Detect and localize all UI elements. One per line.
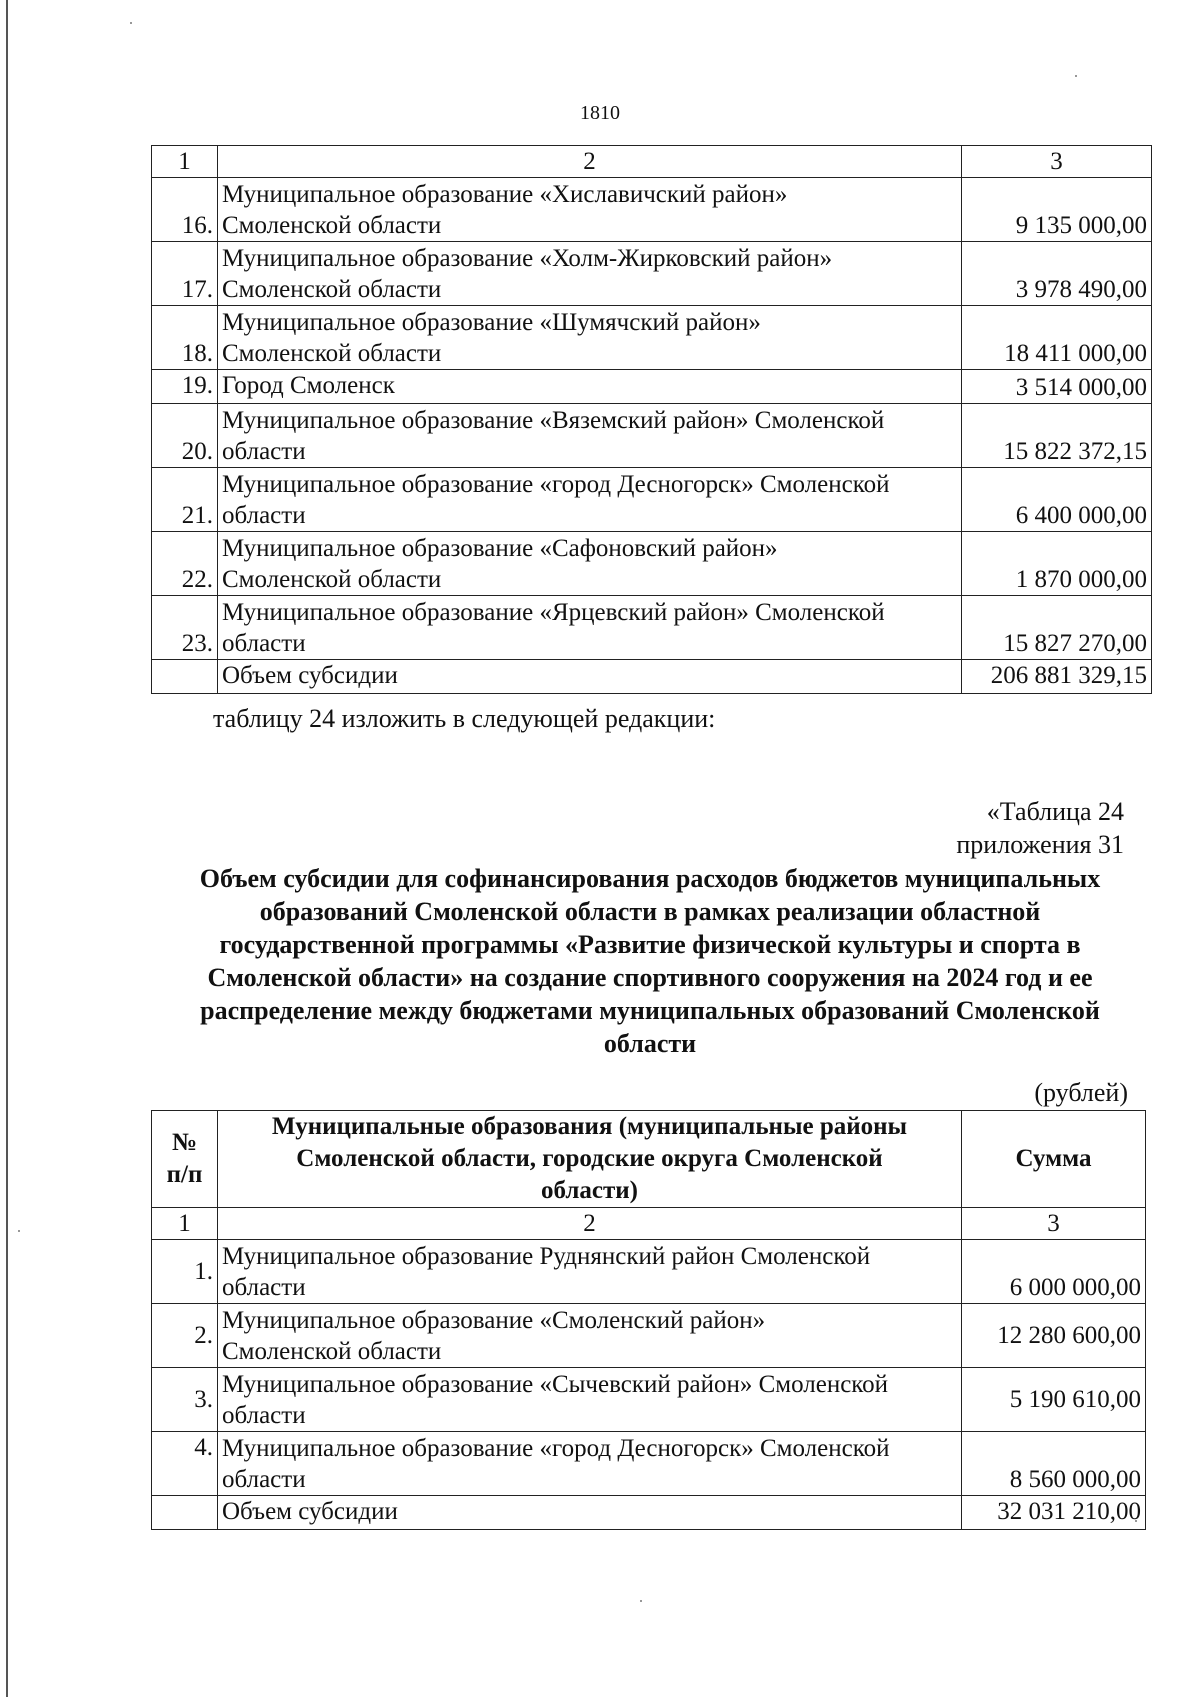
table-reference-line: приложения 31	[956, 830, 1124, 859]
municipality-name: Муниципальное образование «Смоленский район» Смоленской области	[218, 1304, 962, 1368]
row-number: 4.	[152, 1432, 218, 1496]
header-municipalities: Муниципальные образования (муниципальные районы Смоленской области, городские округа Смоленской области)	[218, 1111, 962, 1208]
title-line: Смоленской области» на создание спортивного сооружения на 2024 год и ее	[207, 963, 1093, 992]
column-index: 1	[152, 1208, 218, 1240]
units-label: (рублей)	[1034, 1078, 1128, 1107]
distribution-table-continued	[151, 145, 1152, 694]
row-number: 16.	[152, 178, 218, 242]
total-row	[152, 1496, 1146, 1530]
scan-speck	[130, 22, 132, 24]
table-row	[152, 178, 1152, 242]
subsidy-amount: 5 190 610,00	[962, 1368, 1146, 1432]
column-index: 2	[218, 1208, 962, 1240]
column-index: 3	[962, 1208, 1146, 1240]
scan-speck	[18, 1230, 20, 1232]
subsidy-amount: 8 560 000,00	[962, 1432, 1146, 1496]
table-row	[152, 1432, 1146, 1496]
row-number: 17.	[152, 242, 218, 306]
table-row	[152, 370, 1152, 404]
row-number: 20.	[152, 404, 218, 468]
row-number: 22.	[152, 532, 218, 596]
subsidy-amount: 6 000 000,00	[962, 1240, 1146, 1304]
table-row	[152, 596, 1152, 660]
table-title	[150, 862, 1150, 1060]
municipality-name: Город Смоленск	[218, 370, 962, 404]
subsidy-amount: 15 822 372,15	[962, 404, 1152, 468]
column-index: 2	[218, 146, 962, 178]
header-sum: Сумма	[962, 1111, 1146, 1208]
row-number: 2.	[152, 1304, 218, 1368]
municipality-name: Муниципальное образование «Холм-Жирковский район» Смоленской области	[218, 242, 962, 306]
subsidy-amount: 15 827 270,00	[962, 596, 1152, 660]
row-number: 18.	[152, 306, 218, 370]
municipality-name: Муниципальное образование «Ярцевский район» Смоленской области	[218, 596, 962, 660]
municipality-name: Муниципальное образование «Сафоновский район» Смоленской области	[218, 532, 962, 596]
table-row	[152, 242, 1152, 306]
subsidy-amount: 1 870 000,00	[962, 532, 1152, 596]
row-number: 19.	[152, 370, 218, 404]
scan-edge-line	[6, 0, 8, 1697]
table-row	[152, 306, 1152, 370]
table-row	[152, 468, 1152, 532]
total-amount: 206 881 329,15	[962, 660, 1152, 694]
column-index: 3	[962, 146, 1152, 178]
subsidy-amount: 9 135 000,00	[962, 178, 1152, 242]
column-index: 1	[152, 146, 218, 178]
municipality-name: Муниципальное образование Руднянский район Смоленской области	[218, 1240, 962, 1304]
row-number: 23.	[152, 596, 218, 660]
empty-cell	[152, 1496, 218, 1530]
total-label: Объем субсидии	[218, 1496, 962, 1530]
municipality-name: Муниципальное образование «город Десногорск» Смоленской области	[218, 1432, 962, 1496]
municipality-name: Муниципальное образование «Шумячский район» Смоленской области	[218, 306, 962, 370]
subsidy-amount: 6 400 000,00	[962, 468, 1152, 532]
subsidy-amount: 3 514 000,00	[962, 370, 1152, 404]
table-row	[152, 1240, 1146, 1304]
row-number: 3.	[152, 1368, 218, 1432]
table-index-row	[152, 146, 1152, 178]
municipality-name: Муниципальное образование «Хиславичский район» Смоленской области	[218, 178, 962, 242]
scan-speck	[640, 1600, 642, 1602]
title-line: Объем субсидии для софинансирования расходов бюджетов муниципальных	[199, 864, 1101, 893]
row-number: 1.	[152, 1240, 218, 1304]
intro-text: таблицу 24 изложить в следующей редакции:	[213, 704, 716, 733]
table-header-row	[152, 1111, 1146, 1208]
table-row	[152, 1304, 1146, 1368]
empty-cell	[152, 660, 218, 694]
total-row	[152, 660, 1152, 694]
municipality-name: Муниципальное образование «Вяземский район» Смоленской области	[218, 404, 962, 468]
table-index-row	[152, 1208, 1146, 1240]
title-line: государственной программы «Развитие физической культуры и спорта в	[219, 930, 1081, 959]
page-number: 1810	[580, 102, 620, 124]
row-number: 21.	[152, 468, 218, 532]
table-reference	[956, 795, 1124, 861]
municipality-name: Муниципальное образование «Сычевский район» Смоленской области	[218, 1368, 962, 1432]
table-row	[152, 404, 1152, 468]
table-row	[152, 1368, 1146, 1432]
header-number: № п/п	[152, 1111, 218, 1208]
title-line: области	[603, 1029, 697, 1058]
subsidy-amount: 12 280 600,00	[962, 1304, 1146, 1368]
table-24	[151, 1110, 1146, 1530]
subsidy-amount: 18 411 000,00	[962, 306, 1152, 370]
total-amount: 32 031 210,00	[962, 1496, 1146, 1530]
total-label: Объем субсидии	[218, 660, 962, 694]
scan-speck	[1075, 75, 1077, 77]
municipality-name: Муниципальное образование «город Десногорск» Смоленской области	[218, 468, 962, 532]
subsidy-amount: 3 978 490,00	[962, 242, 1152, 306]
title-line: образований Смоленской области в рамках реализации областной	[259, 897, 1041, 926]
title-line: распределение между бюджетами муниципальных образований Смоленской	[200, 996, 1100, 1025]
table-row	[152, 532, 1152, 596]
table-reference-line: «Таблица 24	[986, 797, 1124, 826]
